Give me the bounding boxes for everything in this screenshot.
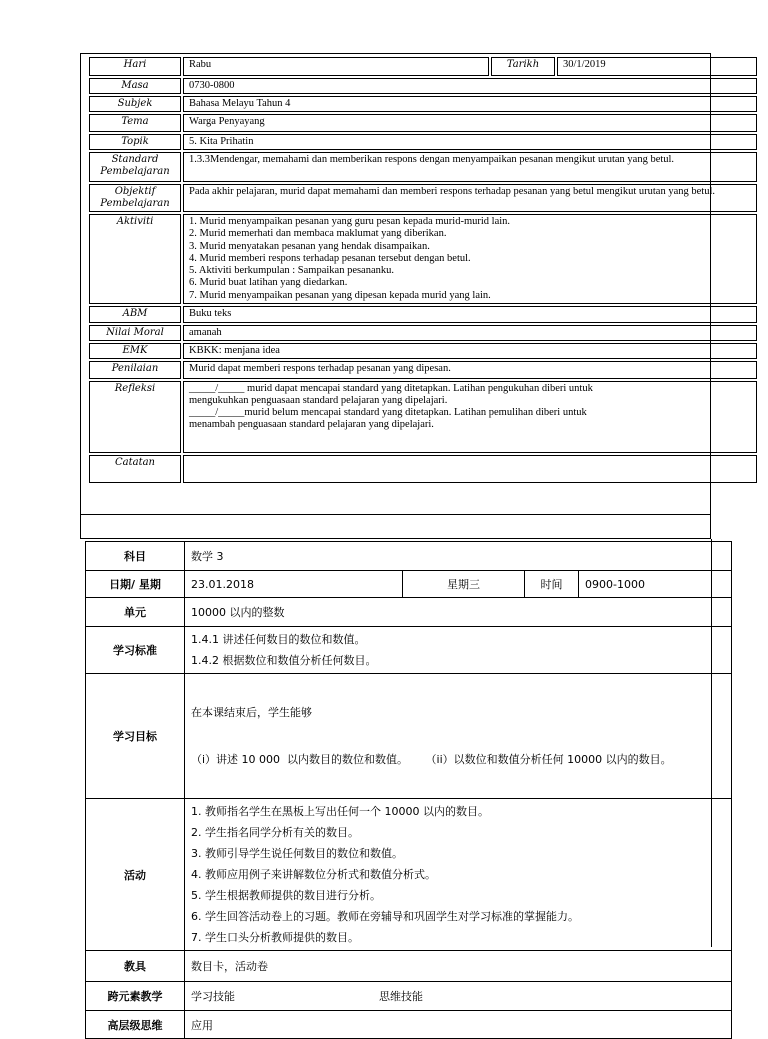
aktiviti-item: 3. Murid menyatakan pesanan yang hendak disampaikan. [189, 240, 430, 252]
aktiviti-item: 4. Murid memberi respons terhadap pesanan tersebut dengan betul. [189, 252, 471, 264]
cross-values [185, 982, 732, 1011]
activity-item: 4. 教师应用例子来讲解数位分析式和数值分析式。 [191, 868, 436, 881]
activity-item: 2. 学生指名同学分析有关的数目。 [191, 826, 359, 839]
penilaian-label: Penilaian [89, 361, 181, 379]
subjek-label: Subjek [89, 96, 181, 112]
refleksi-line: _____/_____murid belum mencapai standard yang ditetapkan. Latihan pemulihan diberi untuk [189, 407, 587, 419]
objective-label: 学习目标 [86, 674, 185, 799]
refleksi-line: menambah penguasaan standard pelajaran yang dipelajari. [189, 419, 434, 431]
standard-item: 1.4.2 根据数位和数值分析任何数目。 [191, 654, 377, 667]
cross-label: 跨元素教学 [86, 982, 185, 1011]
activity-item: 1. 教师指名学生在黑板上写出任何一个 10000 以内的数目。 [191, 805, 489, 818]
masa-label: Masa [89, 78, 181, 94]
unit-value: 10000 以内的整数 [185, 598, 732, 627]
aktiviti-item: 2. Murid memerhati dan membaca maklumat yang diberikan. [189, 228, 447, 240]
abm-label: ABM [89, 306, 181, 323]
aktiviti-item: 7. Murid menyampaikan pesanan yang dipesan kepada murid yang lain. [189, 289, 491, 301]
emk-value: KBKK: menjana idea [183, 343, 757, 359]
subject-value: 数学 3 [185, 542, 732, 571]
standard-label: 学习标准 [86, 627, 185, 674]
aktiviti-item: 1. Murid menyampaikan pesanan yang guru pesan kepada murid-murid lain. [189, 216, 511, 227]
objective-line: （i）讲述 10 000 以内数目的数位和数值。 （ii）以数位和数值分析任何 10000 以内的数目。 [191, 753, 672, 766]
penilaian-value: Murid dapat memberi respons terhadap pesanan yang dipesan. [183, 361, 757, 379]
topik-value: 5. Kita Prihatin [183, 134, 757, 150]
activity-item: 5. 学生根据教师提供的数目进行分析。 [191, 889, 381, 902]
masa-value: 0730-0800 [183, 78, 757, 94]
tema-label: Tema [89, 114, 181, 132]
hari-value: Rabu [183, 57, 489, 76]
unit-label: 单元 [86, 598, 185, 627]
hots-label: 高层级思维 [86, 1011, 185, 1039]
activity-item: 3. 教师引导学生说任何数目的数位和数值。 [191, 847, 403, 860]
hari-label: Hari [89, 57, 181, 76]
aktiviti-item: 5. Aktiviti berkumpulan : Sampaikan pesananku. [189, 265, 395, 277]
catatan-label: Catatan [89, 455, 181, 483]
standard-list [185, 627, 732, 674]
time-label: 时间 [525, 571, 579, 598]
catatan-value [183, 455, 757, 483]
activity-list [185, 799, 732, 951]
tema-value: Warga Penyayang [183, 114, 757, 132]
refleksi-label: Refleksi [89, 381, 181, 453]
refleksi-line: mengukuhkan penguasaan standard pelajaran yang dipelajari. [189, 395, 448, 407]
tarikh-label: Tarikh [491, 57, 555, 76]
date-label: 日期/ 星期 [86, 571, 185, 598]
cross-value-1: 学习技能 [191, 990, 235, 1003]
objektif-label: Objektif Pembelajaran [89, 184, 181, 212]
activity-item: 6. 学生回答活动卷上的习题。教师在旁辅导和巩固学生对学习标准的掌握能力。 [191, 910, 579, 923]
cross-value-2: 思维技能 [379, 990, 423, 1003]
aktiviti-item: 6. Murid buat latihan yang diedarkan. [189, 277, 348, 289]
activity-label: 活动 [86, 799, 185, 951]
aktiviti-label: Aktiviti [89, 214, 181, 304]
emk-label: EMK [89, 343, 181, 359]
standard-item: 1.4.1 讲述任何数目的数位和数值。 [191, 633, 366, 646]
materials-label: 教具 [86, 951, 185, 982]
objective-line: 在本课结束后，学生能够 [191, 706, 312, 719]
standard-value: 1.3.3Mendengar, memahami dan memberikan respons dengan menyampaikan pesanan mengikut urutan yang betul. [183, 152, 757, 182]
nilai-label: Nilai Moral [89, 325, 181, 341]
nilai-value: amanah [183, 325, 757, 341]
activity-item: 7. 学生口头分析教师提供的数目。 [191, 931, 359, 944]
standard-label: Standard Pembelajaran [89, 152, 181, 182]
subject-label: 科目 [86, 542, 185, 571]
weekday-value: 星期三 [403, 571, 525, 598]
rph-malay-table [87, 55, 759, 485]
rph-chinese-table [85, 541, 732, 1039]
time-value: 0900-1000 [579, 571, 732, 598]
abm-value: Buku teks [183, 306, 757, 323]
refleksi-text [183, 381, 757, 453]
tarikh-value: 30/1/2019 [557, 57, 757, 76]
aktiviti-list [183, 214, 757, 304]
frame-divider [80, 515, 711, 539]
objective-text [185, 674, 732, 799]
topik-label: Topik [89, 134, 181, 150]
materials-value: 数目卡，活动卷 [185, 951, 732, 982]
hots-value: 应用 [185, 1011, 732, 1039]
refleksi-line: _____/_____ murid dapat mencapai standard yang ditetapkan. Latihan pengukuhan diberi untuk [189, 383, 593, 395]
objektif-value: Pada akhir pelajaran, murid dapat memahami dan memberi respons terhadap pesanan yang betul mengikut urutan yang betul. [183, 184, 757, 212]
date-value: 23.01.2018 [185, 571, 403, 598]
subjek-value: Bahasa Melayu Tahun 4 [183, 96, 757, 112]
